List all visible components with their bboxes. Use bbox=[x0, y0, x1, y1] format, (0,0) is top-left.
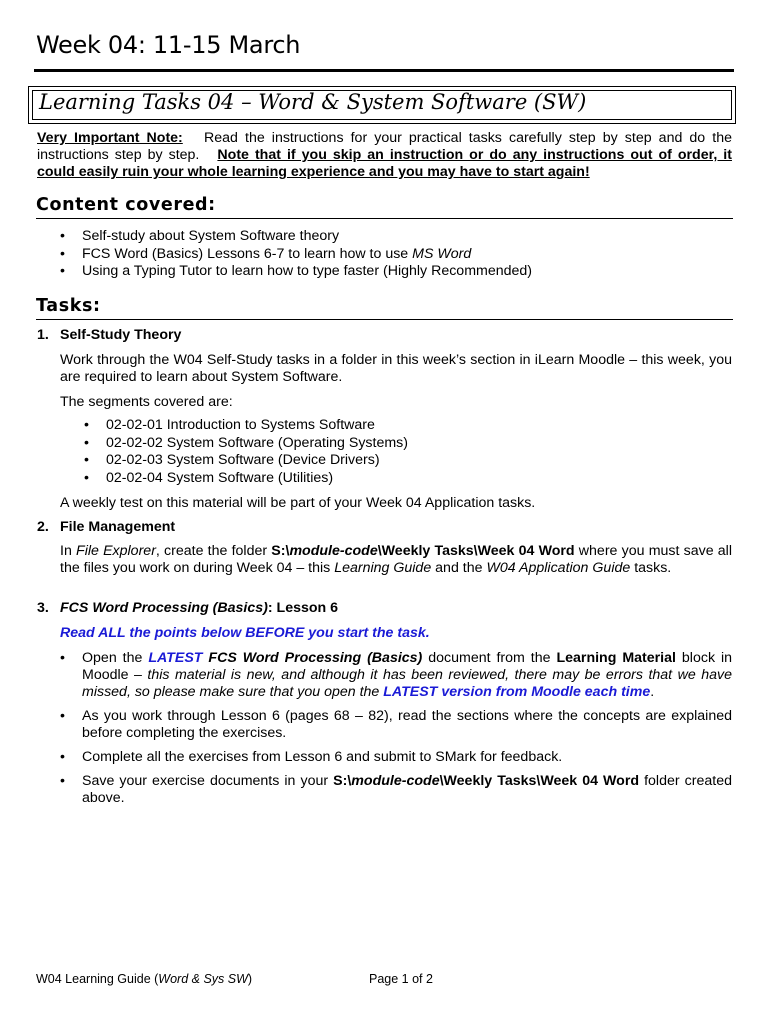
list-item: • Open the LATEST FCS Word Processing (Basics) document from the Learning Material block in Moodle – this material is new, and although it has been reviewed, there may be errors that we have missed, so please make sure that you open the LATEST version from Moodle each time. bbox=[58, 650, 732, 701]
important-note bbox=[37, 130, 732, 181]
segments-list bbox=[82, 417, 722, 487]
list-item: • Save your exercise documents in your S:\module-code\Weekly Tasks\Week 04 Word folder created above. bbox=[58, 773, 732, 807]
content-covered-rule bbox=[36, 218, 733, 219]
list-item: • Complete all the exercises from Lesson 6 and submit to SMark for feedback. bbox=[58, 749, 732, 766]
important-note-warning: Note that if you skip an instruction or do any instructions out of order, it could easily ruin your whole learning experience and you may have to start again! bbox=[37, 147, 732, 180]
list-item: • 02-02-02 System Software (Operating Systems) bbox=[82, 435, 722, 453]
learning-tasks-title: Learning Tasks 04 – Word & System Software (SW) bbox=[39, 90, 587, 114]
task-3-title: FCS Word Processing (Basics): Lesson 6 bbox=[60, 600, 339, 616]
list-item: • As you work through Lesson 6 (pages 68 – 82), read the sections where the concepts are explained before completing the exercises. bbox=[58, 708, 732, 742]
weekly-test-note: A weekly test on this material will be part of your Week 04 Application tasks. bbox=[60, 495, 536, 511]
week-title: Week 04: 11-15 March bbox=[36, 31, 301, 59]
learning-tasks-title-box bbox=[28, 86, 736, 124]
footer-left: W04 Learning Guide (Word & Sys SW) bbox=[36, 972, 253, 986]
tasks-heading: Tasks: bbox=[36, 296, 101, 316]
list-item: • 02-02-03 System Software (Device Drivers) bbox=[82, 452, 722, 470]
content-covered-heading: Content covered: bbox=[36, 195, 216, 215]
list-item: • Self-study about System Software theory bbox=[58, 228, 738, 246]
week-title-rule bbox=[34, 69, 734, 72]
list-item: • Using a Typing Tutor to learn how to type faster (Highly Recommended) bbox=[58, 263, 738, 281]
content-list bbox=[58, 228, 738, 281]
tasks-rule bbox=[36, 319, 733, 320]
important-note-text: Read the instructions for your practical tasks carefully step by step and do the instructions step by step. bbox=[37, 130, 732, 163]
task-1-paragraph: Work through the W04 Self-Study tasks in a folder in this week’s section in iLearn Moodle – this week, you are required to learn about System Software. bbox=[60, 352, 732, 385]
list-item: • 02-02-01 Introduction to Systems Software bbox=[82, 417, 722, 435]
read-all-warning: Read ALL the points below BEFORE you start the task. bbox=[60, 625, 430, 641]
list-item: • 02-02-04 System Software (Utilities) bbox=[82, 470, 722, 488]
task-3-number: 3. bbox=[37, 600, 49, 616]
page-number: Page 1 of 2 bbox=[369, 972, 433, 986]
task-3-list bbox=[58, 650, 732, 807]
task-1-title: Self-Study Theory bbox=[60, 327, 182, 343]
task-2-title: File Management bbox=[60, 519, 176, 535]
task-2-paragraph: In File Explorer, create the folder S:\module-code\Weekly Tasks\Week 04 Word where you must save all the files you work on during Week 04 – this Learning Guide and the W04 Application Guide tasks. bbox=[60, 543, 732, 576]
list-item: • FCS Word (Basics) Lessons 6-7 to learn how to use MS Word bbox=[58, 246, 738, 264]
segments-intro: The segments covered are: bbox=[60, 394, 233, 410]
important-note-label: Very Important Note: bbox=[37, 130, 183, 146]
task-1-number: 1. bbox=[37, 327, 49, 343]
task-2-number: 2. bbox=[37, 519, 49, 535]
